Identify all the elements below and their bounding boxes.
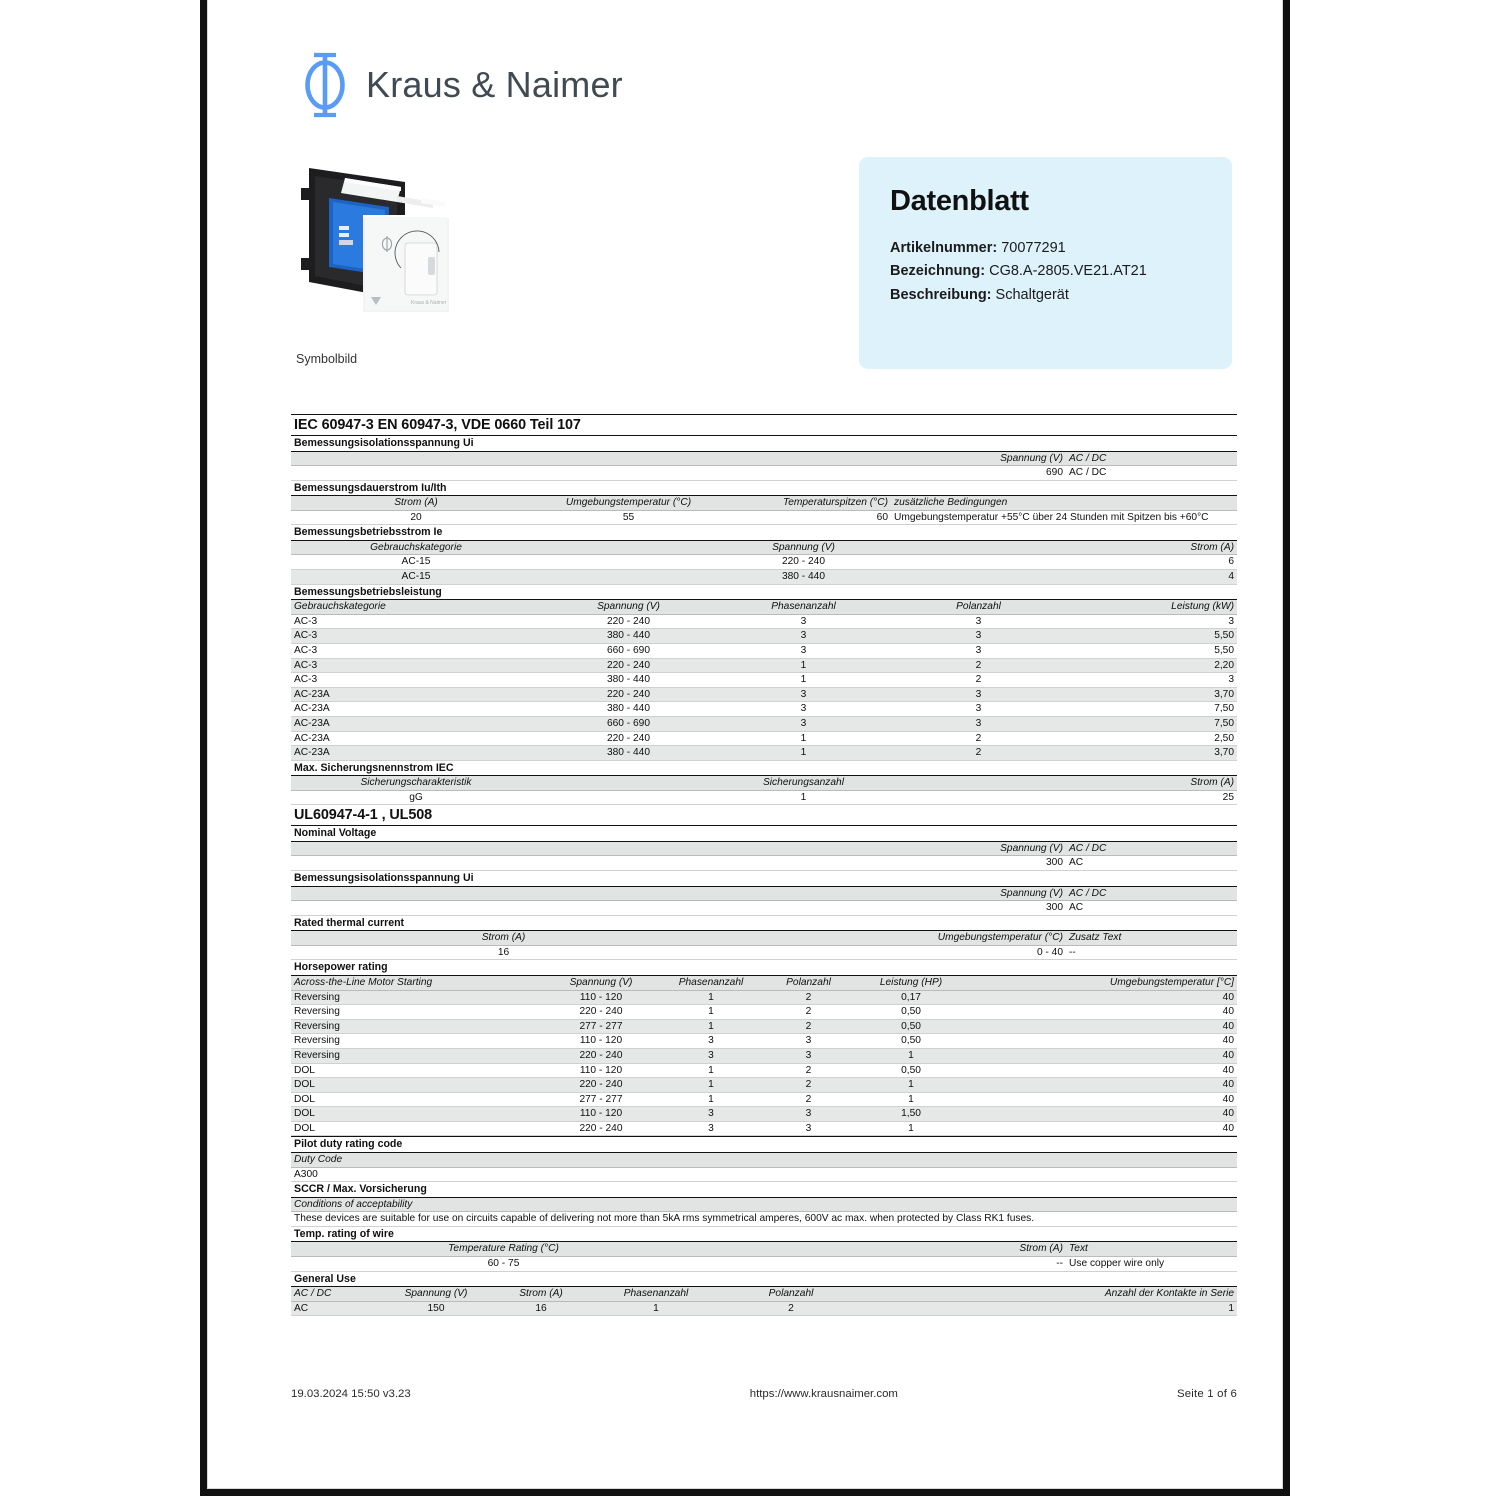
column-header: zusätzliche Bedingungen (891, 496, 1237, 511)
table-row (291, 1034, 1237, 1049)
field-artikelnummer-label: Artikelnummer: (890, 240, 998, 256)
table-cell: 660 - 690 (541, 643, 716, 658)
table-cell: 40 (966, 1063, 1237, 1078)
column-header: Umgebungstemperatur [°C] (966, 976, 1237, 990)
table-cell: 3 (1066, 614, 1237, 629)
column-header: Conditions of acceptability (291, 1197, 1237, 1212)
table-cell: These devices are suitable for use on circuits capable of delivering not more than 5kA rms symmetrical amperes, 600V ac max. when protected by Class RK1 fuses. (291, 1212, 1237, 1227)
table-cell: 110 - 120 (541, 1063, 661, 1078)
table-cell: 220 - 240 (541, 1121, 661, 1136)
column-header-row (291, 776, 1237, 791)
section-header-row (291, 480, 1237, 496)
table-row (291, 702, 1237, 717)
table-cell: 3,70 (1066, 687, 1237, 702)
table-cell: 0,50 (856, 1019, 966, 1034)
table-cell: 380 - 440 (541, 702, 716, 717)
table-cell: 2 (761, 1063, 856, 1078)
table-row (291, 1256, 1237, 1271)
standard-title-row (291, 415, 1237, 436)
table-cell: AC-15 (291, 570, 541, 585)
svg-text:Kraus & Naimer: Kraus & Naimer (411, 300, 447, 306)
column-header: Gebrauchskategorie (291, 540, 541, 555)
table-row (291, 1063, 1237, 1078)
field-artikelnummer-value: 70077291 (1001, 240, 1066, 256)
table-cell: AC-3 (291, 629, 541, 644)
column-header: AC / DC (1066, 451, 1237, 466)
table-cell: 16 (491, 1301, 591, 1316)
table-cell: 1 (856, 1121, 966, 1136)
section-header-row (291, 1182, 1237, 1198)
table-cell: 220 - 240 (541, 1078, 661, 1093)
table-cell: 1 (856, 1092, 966, 1107)
table-cell: 3 (716, 687, 891, 702)
section-header-row (291, 915, 1237, 931)
table-cell: 277 - 277 (541, 1092, 661, 1107)
column-header: Spannung (V) (541, 976, 661, 990)
section-subtable (291, 1287, 1237, 1316)
column-header: Polanzahl (721, 1287, 861, 1301)
table-cell: 5,50 (1066, 643, 1237, 658)
table-row (291, 945, 1237, 960)
table-row (291, 629, 1237, 644)
column-header-row (291, 841, 1237, 856)
field-beschreibung-label: Beschreibung: (890, 286, 992, 303)
table-row (291, 687, 1237, 702)
section-title: Horsepower rating (291, 960, 1237, 976)
section-title: Max. Sicherungsnennstrom IEC (291, 760, 1237, 776)
table-cell: Reversing (291, 990, 541, 1005)
field-beschreibung (890, 284, 1232, 307)
table-cell: 110 - 120 (541, 990, 661, 1005)
table-row (291, 746, 1237, 761)
standard-title: IEC 60947-3 EN 60947-3, VDE 0660 Teil 107 (291, 415, 1237, 436)
footer-url[interactable]: https://www.krausnaimer.com (749, 1388, 898, 1400)
column-header: AC / DC (291, 1287, 381, 1301)
section-header-row (291, 871, 1237, 887)
table-row (291, 1048, 1237, 1063)
section-header-row (291, 826, 1237, 842)
column-header: Spannung (V) (381, 1287, 491, 1301)
table-cell: 7,50 (1066, 716, 1237, 731)
column-header-row (291, 600, 1237, 615)
table-cell: 40 (966, 1078, 1237, 1093)
column-header: Phasenanzahl (591, 1287, 721, 1301)
section-header-row (291, 584, 1237, 600)
column-header: Duty Code (291, 1152, 1237, 1167)
table-cell: 3 (891, 629, 1066, 644)
table-cell: 220 - 240 (541, 658, 716, 673)
table-cell: 0,50 (856, 1063, 966, 1078)
table-cell: AC-3 (291, 658, 541, 673)
table-cell: 40 (966, 1092, 1237, 1107)
column-header: Phasenanzahl (661, 976, 761, 990)
column-header-row (291, 496, 1237, 511)
table-cell: 60 (716, 510, 891, 525)
section-header-row (291, 1137, 1237, 1153)
section-title: Bemessungsbetriebsstrom Ie (291, 525, 1237, 541)
section-title: Temp. rating of wire (291, 1226, 1237, 1242)
table-cell: 1 (661, 1078, 761, 1093)
section-title: Pilot duty rating code (291, 1137, 1237, 1153)
table-row (291, 990, 1237, 1005)
table-cell: AC (1066, 901, 1237, 916)
table-cell: 40 (966, 1107, 1237, 1122)
datasheet-info-card (859, 157, 1232, 369)
footer-timestamp: 19.03.2024 15:50 v3.23 (291, 1388, 411, 1400)
table-row (291, 1212, 1237, 1227)
table-cell: 2 (761, 1005, 856, 1020)
table-cell: 2,20 (1066, 658, 1237, 673)
table-cell: AC-23A (291, 746, 541, 761)
column-header-row (291, 1197, 1237, 1212)
table-cell: 3 (891, 643, 1066, 658)
specification-table (291, 414, 1237, 1316)
section-title: General Use (291, 1271, 1237, 1287)
table-cell: 3 (1066, 673, 1237, 688)
table-cell: 380 - 440 (541, 629, 716, 644)
table-cell: 277 - 277 (541, 1019, 661, 1034)
table-cell: AC-3 (291, 643, 541, 658)
table-cell: 40 (966, 990, 1237, 1005)
table-row (291, 716, 1237, 731)
column-header: Polanzahl (761, 976, 856, 990)
table-cell: AC / DC (1066, 466, 1237, 481)
section-header-row (291, 760, 1237, 776)
table-cell: AC (291, 1301, 381, 1316)
table-row (291, 1092, 1237, 1107)
table-cell: 40 (966, 1121, 1237, 1136)
table-row (291, 1019, 1237, 1034)
section-title: Bemessungsisolationsspannung Ui (291, 436, 1237, 452)
column-header: Phasenanzahl (716, 600, 891, 615)
column-header-row (291, 451, 1237, 466)
table-row (291, 643, 1237, 658)
field-bezeichnung-value: CG8.A-2805.VE21.AT21 (989, 263, 1147, 280)
column-header: AC / DC (1066, 841, 1237, 856)
column-header: Strom (A) (291, 931, 716, 946)
standard-title: UL60947-4-1 , UL508 (291, 805, 1237, 826)
table-row (291, 1301, 1237, 1316)
table-cell: Use copper wire only (1066, 1256, 1237, 1271)
field-beschreibung-value: Schaltgerät (995, 286, 1069, 303)
table-cell: 3 (716, 702, 891, 717)
table-cell: 110 - 120 (541, 1034, 661, 1049)
column-header: Anzahl der Kontakte in Serie (861, 1287, 1237, 1301)
table-cell: AC-23A (291, 687, 541, 702)
column-header-row (291, 1287, 1237, 1301)
table-cell: 0,17 (856, 990, 966, 1005)
column-header: Polanzahl (891, 600, 1066, 615)
table-cell: 25 (1066, 790, 1237, 805)
table-cell: DOL (291, 1121, 541, 1136)
column-header: Strom (A) (291, 496, 541, 511)
table-row (291, 1078, 1237, 1093)
column-header: Strom (A) (1066, 776, 1237, 791)
column-header: Text (1066, 1242, 1237, 1257)
footer-pagenumber: Seite 1 of 6 (1176, 1388, 1237, 1400)
table-cell: 1 (541, 790, 1066, 805)
column-header: Spannung (V) (541, 600, 716, 615)
section-title: Nominal Voltage (291, 826, 1237, 842)
table-cell: DOL (291, 1092, 541, 1107)
table-cell: 1 (661, 1092, 761, 1107)
table-cell: 5,50 (1066, 629, 1237, 644)
table-cell: 3 (891, 614, 1066, 629)
section-header-row (291, 960, 1237, 976)
table-cell: -- (1066, 945, 1237, 960)
table-cell: 3 (761, 1034, 856, 1049)
brand-name: Kraus & Naimer (366, 64, 623, 105)
table-cell: 220 - 240 (541, 731, 716, 746)
table-cell: 4 (1066, 570, 1237, 585)
table-cell: 2 (891, 746, 1066, 761)
table-cell: 3 (661, 1107, 761, 1122)
table-cell: AC-3 (291, 614, 541, 629)
section-title: Rated thermal current (291, 915, 1237, 931)
column-header: Umgebungstemperatur (°C) (541, 496, 716, 511)
column-header: Temperaturspitzen (°C) (716, 496, 891, 511)
field-bezeichnung (890, 260, 1232, 283)
table-cell: 2 (721, 1301, 861, 1316)
column-header: Temperature Rating (°C) (291, 1242, 716, 1257)
section-title: Bemessungsisolationsspannung Ui (291, 871, 1237, 887)
table-row (291, 510, 1237, 525)
section-title: Bemessungsbetriebsleistung (291, 584, 1237, 600)
table-cell: 380 - 440 (541, 673, 716, 688)
column-header: Sicherungsanzahl (541, 776, 1066, 791)
column-header-row (291, 976, 1237, 990)
column-header: Strom (A) (491, 1287, 591, 1301)
table-cell: 40 (966, 1034, 1237, 1049)
column-header: Gebrauchskategorie (291, 600, 541, 615)
table-cell: 1 (716, 731, 891, 746)
table-row (291, 1107, 1237, 1122)
table-row (291, 1167, 1237, 1182)
table-row (291, 466, 1237, 481)
table-cell: 2 (891, 658, 1066, 673)
table-cell: 380 - 440 (541, 570, 1066, 585)
column-header: AC / DC (1066, 886, 1237, 901)
table-cell: 40 (966, 1005, 1237, 1020)
table-cell: 6 (1066, 555, 1237, 570)
table-cell: 20 (291, 510, 541, 525)
table-row (291, 570, 1237, 585)
table-row (291, 555, 1237, 570)
column-header-row (291, 540, 1237, 555)
table-cell: 2 (891, 673, 1066, 688)
column-header-row (291, 1242, 1237, 1257)
table-cell: 2 (891, 731, 1066, 746)
table-row (291, 731, 1237, 746)
table-cell: 3 (661, 1048, 761, 1063)
table-cell: 1 (856, 1048, 966, 1063)
table-cell: 3 (716, 643, 891, 658)
table-row (291, 901, 1237, 916)
table-cell: 0,50 (856, 1034, 966, 1049)
table-cell: 2 (761, 1078, 856, 1093)
table-cell: 3 (761, 1048, 856, 1063)
table-cell: 1 (661, 1063, 761, 1078)
table-cell: AC (1066, 856, 1237, 871)
column-header-row (291, 1152, 1237, 1167)
table-cell: 3 (716, 629, 891, 644)
table-cell: gG (291, 790, 541, 805)
page-footer (291, 1388, 1237, 1400)
table-cell: 60 - 75 (291, 1256, 716, 1271)
table-cell: 220 - 240 (541, 1048, 661, 1063)
table-cell: 2 (761, 990, 856, 1005)
table-cell: 220 - 240 (541, 555, 1066, 570)
table-cell: 1 (661, 1019, 761, 1034)
table-cell: DOL (291, 1078, 541, 1093)
table-cell: 1 (716, 658, 891, 673)
section-subtable (291, 976, 1237, 1137)
section-header-row (291, 1271, 1237, 1287)
product-image-caption: Symbolbild (296, 352, 358, 366)
section-title: Bemessungsdauerstrom Iu/Ith (291, 480, 1237, 496)
table-row (291, 1121, 1237, 1136)
table-cell: 2 (761, 1019, 856, 1034)
table-cell: 1 (661, 1005, 761, 1020)
table-cell: DOL (291, 1063, 541, 1078)
column-header: Umgebungstemperatur (°C) (716, 931, 1066, 946)
table-cell: AC-23A (291, 731, 541, 746)
table-cell: 7,50 (1066, 702, 1237, 717)
table-cell: Umgebungstemperatur +55°C über 24 Stunden mit Spitzen bis +60°C (891, 510, 1237, 525)
column-header: Strom (A) (716, 1242, 1066, 1257)
table-cell: 300 (291, 901, 1066, 916)
brand-header (300, 52, 623, 118)
column-header: Sicherungscharakteristik (291, 776, 541, 791)
table-cell: 3 (761, 1121, 856, 1136)
table-cell: 1 (861, 1301, 1237, 1316)
table-cell: 110 - 120 (541, 1107, 661, 1122)
field-artikelnummer (890, 237, 1232, 260)
table-cell: 3 (761, 1107, 856, 1122)
table-cell: 1 (856, 1078, 966, 1093)
table-cell: 220 - 240 (541, 687, 716, 702)
column-header: Across-the-Line Motor Starting (291, 976, 541, 990)
table-cell: 690 (291, 466, 1066, 481)
product-image (293, 160, 498, 335)
table-cell: Reversing (291, 1048, 541, 1063)
table-row (291, 1005, 1237, 1020)
table-cell: 150 (381, 1301, 491, 1316)
table-cell: Reversing (291, 1019, 541, 1034)
section-title: SCCR / Max. Vorsicherung (291, 1182, 1237, 1198)
table-cell: 2 (761, 1092, 856, 1107)
table-cell: A300 (291, 1167, 1237, 1182)
column-header: Spannung (V) (291, 886, 1066, 901)
column-header: Zusatz Text (1066, 931, 1237, 946)
field-bezeichnung-label: Bezeichnung: (890, 263, 986, 280)
table-cell: 3 (716, 614, 891, 629)
table-cell: 3 (661, 1034, 761, 1049)
table-row (291, 658, 1237, 673)
table-cell: 55 (541, 510, 716, 525)
table-cell: AC-23A (291, 702, 541, 717)
table-cell: 0 - 40 (716, 945, 1066, 960)
table-cell: 1,50 (856, 1107, 966, 1122)
table-cell: 3 (891, 687, 1066, 702)
column-header: Leistung (HP) (856, 976, 966, 990)
table-cell: 660 - 690 (541, 716, 716, 731)
page-title: Datenblatt (890, 185, 1029, 217)
table-cell: 0,50 (856, 1005, 966, 1020)
table-cell: 1 (716, 746, 891, 761)
table-cell: 3 (891, 716, 1066, 731)
table-cell: AC-15 (291, 555, 541, 570)
column-header: Strom (A) (1066, 540, 1237, 555)
column-header-row (291, 886, 1237, 901)
table-cell: Reversing (291, 1034, 541, 1049)
table-row (291, 614, 1237, 629)
column-header: Spannung (V) (291, 841, 1066, 856)
table-row (291, 790, 1237, 805)
datasheet-page (200, 0, 1290, 1496)
table-cell: AC-23A (291, 716, 541, 731)
table-cell: 3 (661, 1121, 761, 1136)
table-cell: 1 (591, 1301, 721, 1316)
table-cell: 3 (891, 702, 1066, 717)
column-header-row (291, 931, 1237, 946)
datasheet-page-inner (207, 0, 1283, 1489)
table-cell: 220 - 240 (541, 1005, 661, 1020)
section-header-row (291, 525, 1237, 541)
phi-logo-icon (300, 52, 350, 118)
table-cell: 220 - 240 (541, 614, 716, 629)
table-cell: AC-3 (291, 673, 541, 688)
column-header: Spannung (V) (541, 540, 1066, 555)
table-cell: Reversing (291, 1005, 541, 1020)
table-cell: 2,50 (1066, 731, 1237, 746)
table-cell: -- (716, 1256, 1066, 1271)
table-cell: 40 (966, 1048, 1237, 1063)
standard-title-row (291, 805, 1237, 826)
table-row (291, 673, 1237, 688)
section-header-row (291, 436, 1237, 452)
table-cell: 380 - 440 (541, 746, 716, 761)
section-header-row (291, 1226, 1237, 1242)
column-header: Spannung (V) (291, 451, 1066, 466)
table-cell: DOL (291, 1107, 541, 1122)
table-cell: 3,70 (1066, 746, 1237, 761)
table-cell: 1 (661, 990, 761, 1005)
table-cell: 40 (966, 1019, 1237, 1034)
table-cell: 3 (716, 716, 891, 731)
table-cell: 16 (291, 945, 716, 960)
table-cell: 1 (716, 673, 891, 688)
table-cell: 300 (291, 856, 1066, 871)
table-row (291, 856, 1237, 871)
column-header: Leistung (kW) (1066, 600, 1237, 615)
